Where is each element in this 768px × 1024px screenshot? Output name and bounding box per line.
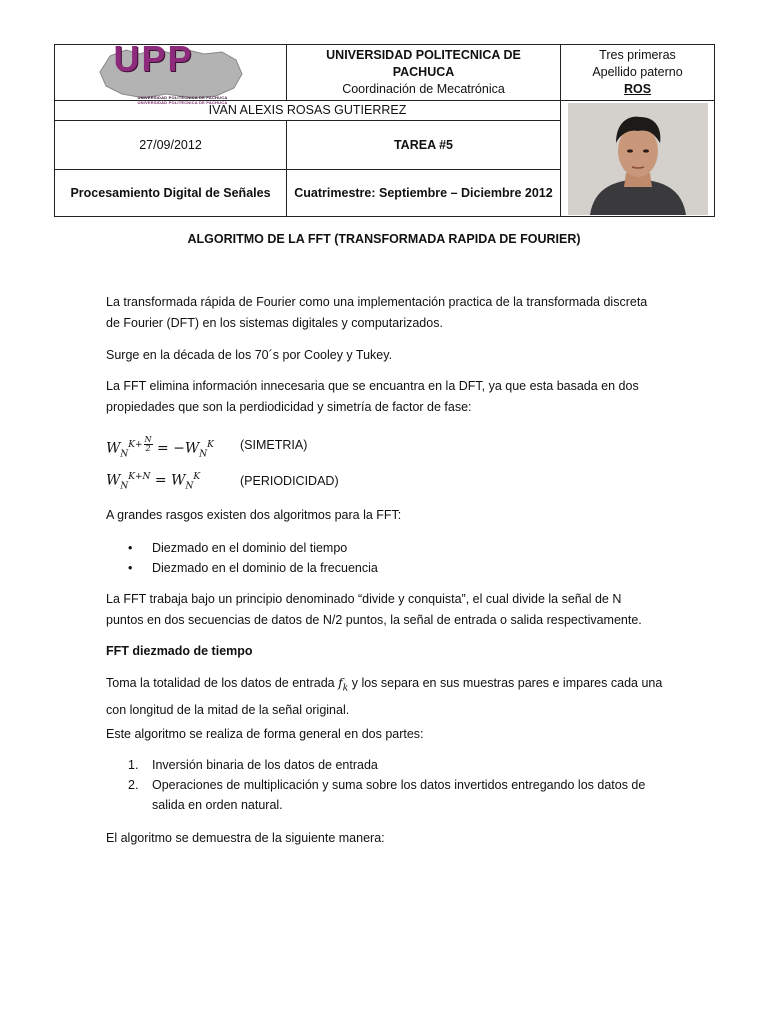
input-signal-symbol: $f_k$ bbox=[338, 675, 349, 694]
step-number: 1. bbox=[128, 758, 139, 772]
assignment-cell: TAREA #5 bbox=[287, 121, 561, 170]
header-table bbox=[54, 37, 715, 217]
paragraph-properties bbox=[106, 376, 676, 418]
paragraph-divide-conquer-line2: puntos en dos secuencias de datos de N/2 puntos, la señal de entrada o salida respectivamente. bbox=[106, 613, 642, 627]
student-photo bbox=[568, 103, 708, 215]
paragraph-intro-line2: de Fourier (DFT) en los sistemas digitales y computarizados. bbox=[106, 316, 443, 330]
university-cell bbox=[287, 45, 561, 101]
initials-caption-1: Tres primeras bbox=[599, 48, 676, 62]
paragraph-intro-line1: La transformada rápida de Fourier como una implementación practica de la transformada discreta bbox=[106, 295, 648, 309]
paragraph-decimation-line1b: y los separa en sus muestras pares e impares cada una bbox=[351, 676, 663, 690]
symmetry-formula: $W_N^{K+ \frac{N}{2}}$ = $-W_N^K$ bbox=[106, 435, 214, 460]
logo-cell bbox=[55, 37, 287, 105]
paragraph-divide-conquer bbox=[106, 589, 676, 631]
student-name: IVAN ALEXIS ROSAS GUTIERREZ bbox=[55, 101, 561, 121]
paragraph-origin: Surge en la década de los 70´s por Cooley y Tukey. bbox=[106, 348, 393, 362]
list-item: • Diezmado en el dominio de la frecuencia bbox=[128, 558, 378, 578]
initials-caption-2: Apellido paterno bbox=[592, 65, 683, 79]
term-cell: Cuatrimestre: Septiembre – Diciembre 2012 bbox=[287, 170, 561, 217]
paragraph-intro bbox=[106, 292, 676, 334]
paragraph-decimation bbox=[106, 672, 676, 721]
paragraph-properties-line1: La FFT elimina información innecesaria que se encuantra en la DFT, ya que esta basada en dos bbox=[106, 379, 639, 393]
photo-cell bbox=[561, 101, 715, 217]
paragraph-algorithms: A grandes rasgos existen dos algoritmos para la FFT: bbox=[106, 508, 402, 522]
paragraph-decimation-line1a: Toma la totalidad de los datos de entrada bbox=[106, 676, 335, 690]
steps-list bbox=[128, 755, 668, 815]
periodicity-label: (PERIODICIDAD) bbox=[240, 474, 339, 488]
list-item-continuation: salida en orden natural. bbox=[152, 798, 283, 812]
logo-wordmark: UPP bbox=[113, 37, 194, 79]
paragraph-demonstration: El algoritmo se demuestra de la siguiente manera: bbox=[106, 831, 385, 845]
algorithm-bullet-list bbox=[128, 538, 378, 578]
university-name-line2: PACHUCA bbox=[392, 65, 455, 79]
paragraph-divide-conquer-line1: La FFT trabaja bajo un principio denominado “divide y conquista”, el cual divide la señal de N bbox=[106, 592, 622, 606]
list-item: 1. Inversión binaria de los datos de entrada bbox=[128, 755, 668, 775]
upp-logo bbox=[96, 37, 246, 105]
bullet-icon: • bbox=[128, 561, 133, 575]
initials-cell bbox=[561, 45, 715, 101]
course-cell: Procesamiento Digital de Señales bbox=[55, 170, 287, 217]
logo-subtitle-2: UNIVERSIDAD POLITÉCNICA DE PACHUCA bbox=[137, 99, 228, 105]
bullet-icon: • bbox=[128, 541, 133, 555]
logo-subtitle: UNIVERSIDAD POLITÉCNICA DE PACHUCA bbox=[137, 94, 228, 100]
symmetry-formula-row bbox=[106, 436, 406, 464]
section-heading: FFT diezmado de tiempo bbox=[106, 644, 253, 658]
list-item: • Diezmado en el dominio del tiempo bbox=[128, 538, 378, 558]
coordination-name: Coordinación de Mecatrónica bbox=[342, 82, 505, 96]
symmetry-label: (SIMETRIA) bbox=[240, 438, 308, 452]
periodicity-formula-row bbox=[106, 472, 406, 496]
paragraph-decimation-line2: con longitud de la mitad de la señal original. bbox=[106, 702, 350, 717]
university-name-line1: UNIVERSIDAD POLITECNICA DE bbox=[326, 48, 521, 62]
date-cell: 27/09/2012 bbox=[55, 121, 287, 170]
initials-value: ROS bbox=[623, 82, 652, 96]
paragraph-two-parts: Este algoritmo se realiza de forma general en dos partes: bbox=[106, 727, 424, 741]
step-number: 2. bbox=[128, 778, 139, 792]
list-item: 2. Operaciones de multiplicación y suma sobre los datos invertidos entregando los datos de bbox=[128, 775, 668, 795]
paragraph-properties-line2: propiedades que son la perdiodicidad y simetría de factor de fase: bbox=[106, 400, 472, 414]
document-title: ALGORITMO DE LA FFT (TRANSFORMADA RAPIDA DE FOURIER) bbox=[187, 232, 581, 246]
periodicity-formula: $W_N^{K+N} = W_N^K$ bbox=[106, 472, 201, 492]
